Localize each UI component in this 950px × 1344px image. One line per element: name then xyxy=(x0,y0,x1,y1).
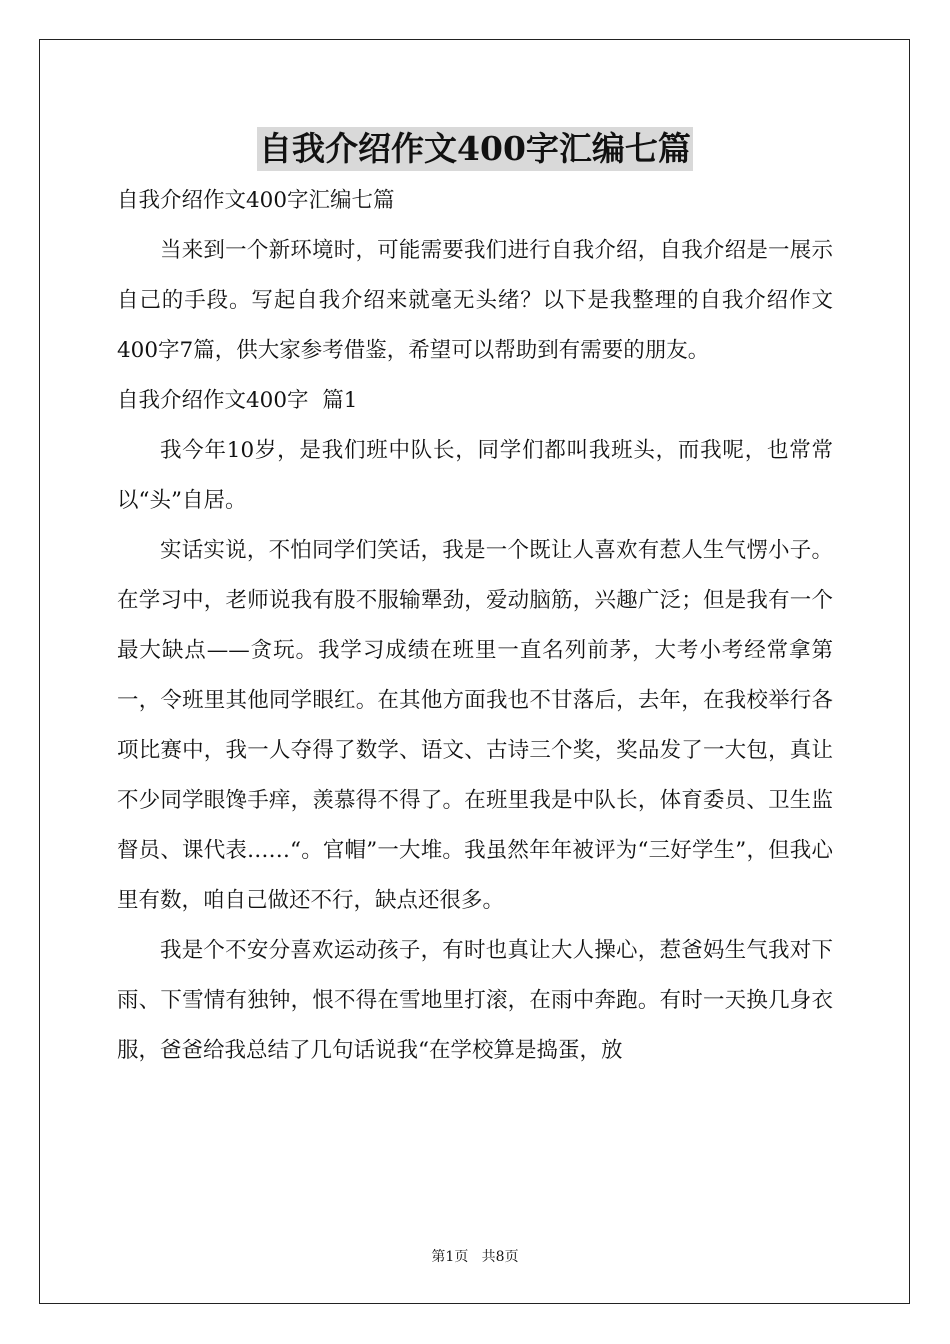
section-paragraph-3: 我是个不安分喜欢运动孩子，有时也真让大人操心，惹爸妈生气我对下雨、下雪情有独钟，恨不得在雪地里打滚，在雨中奔跑。有时一天换几身衣服，爸爸给我总结了几句话说我“在学校算是捣蛋，放 xyxy=(117,938,833,1063)
document-title: 自我介绍作文400字汇编七篇 xyxy=(257,127,693,171)
intro-paragraph: 当来到一个新环境时，可能需要我们进行自我介绍，自我介绍是一展示自己的手段。写起自我介绍来就毫无头绪？以下是我整理的自我介绍作文400字7篇，供大家参考借鉴，希望可以帮助到有需要的朋友。 xyxy=(117,238,833,363)
subtitle-line: 自我介绍作文400字汇编七篇 xyxy=(117,188,395,213)
page-number: 第1页 共8页 xyxy=(431,1249,519,1265)
section-heading: 自我介绍作文400字 篇1 xyxy=(117,388,358,413)
page-footer xyxy=(0,1248,950,1266)
section-paragraph-2: 实话实说，不怕同学们笑话，我是一个既让人喜欢有惹人生气愣小子。在学习中，老师说我有股不服输犟劲，爱动脑筋，兴趣广泛；但是我有一个最大缺点——贪玩。我学习成绩在班里一直名列前茅，大考小考经常拿第一，令班里其他同学眼红。在其他方面我也不甘落后，去年，在我校举行各项比赛中，我一人夺得了数学、语文、古诗三个奖，奖品发了一大包，真让不少同学眼馋手痒，羡慕得不得了。在班里我是中队长，体育委员、卫生监督员、课代表……“。官帽”一大堆。我虽然年年被评为“三好学生”，但我心里有数，咱自己做还不行，缺点还很多。 xyxy=(117,538,833,913)
title-wrap xyxy=(0,127,950,171)
section-paragraph-1: 我今年10岁，是我们班中队长，同学们都叫我班头，而我呢，也常常以“头”自居。 xyxy=(117,438,833,513)
document-body xyxy=(117,176,833,1076)
